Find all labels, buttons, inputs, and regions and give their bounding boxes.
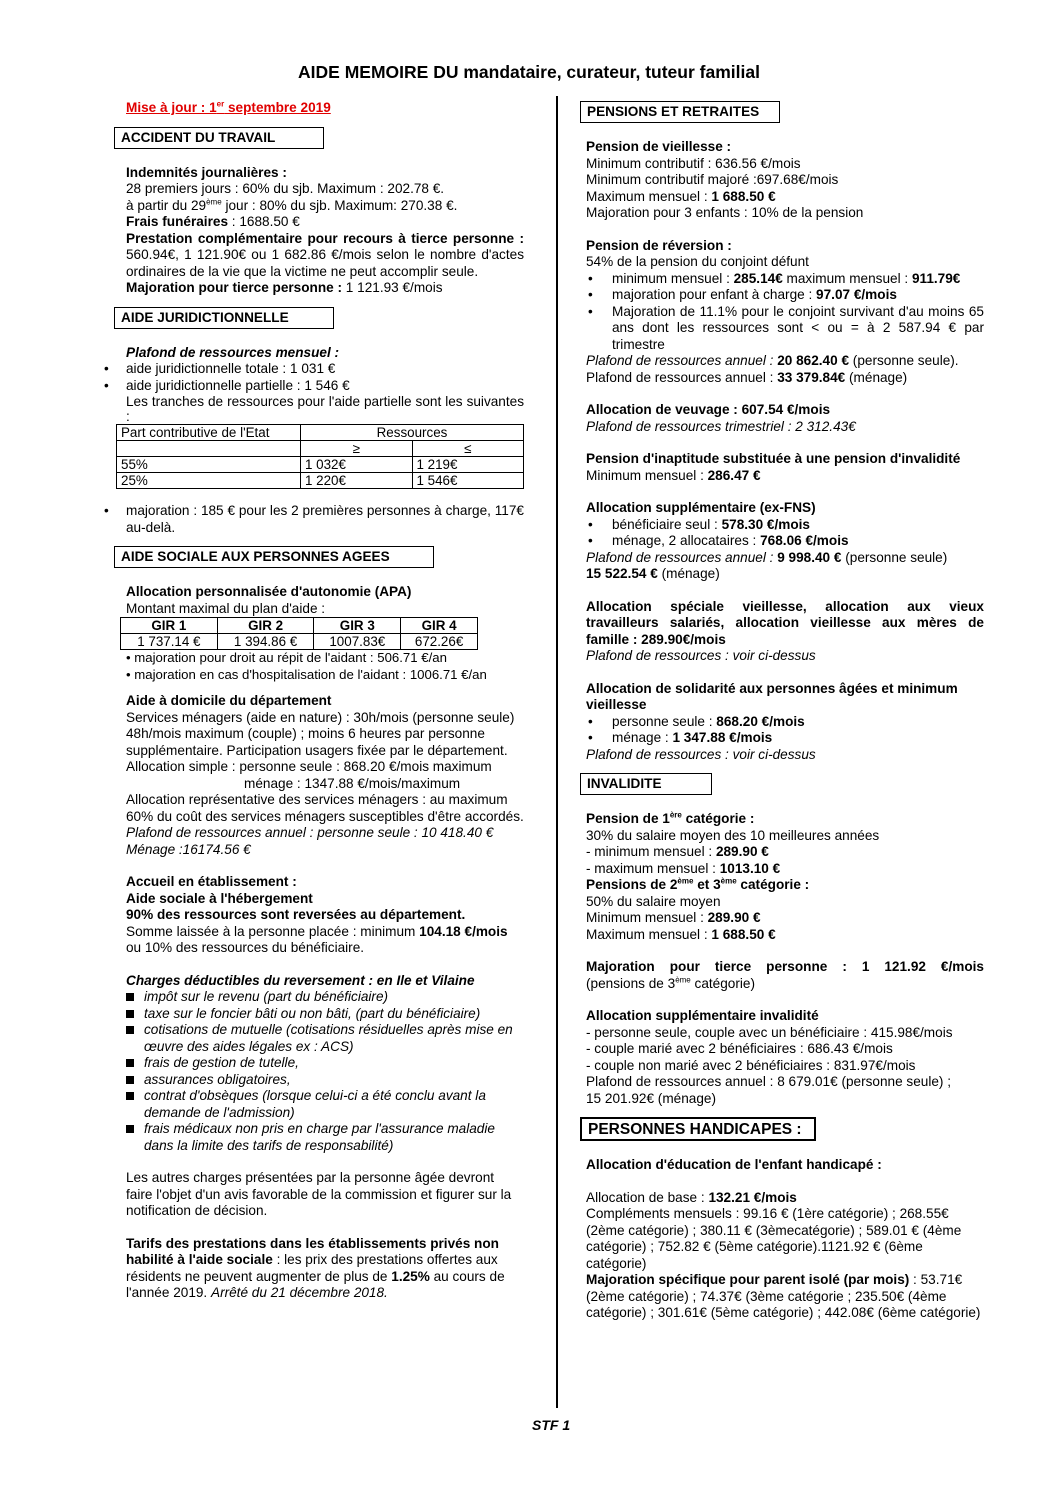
- apa-majoration-repit: • majoration pour droit au répit de l'aidant : 506.71 €/an: [126, 650, 447, 665]
- section-heading-aide-juridictionnelle: AIDE JURIDICTIONNELLE: [114, 307, 334, 329]
- supplementaire-plafond-1: Plafond de ressources annuel : 9 998.40 € (personne seule): [586, 549, 948, 565]
- invalidite-cat1-line-2: - minimum mensuel : 289.90 €: [586, 844, 769, 859]
- accueil-line-2: Somme laissée à la personne placée : minimum 104.18 €/mois: [126, 923, 508, 939]
- domicile-line-2: Allocation simple : personne seule : 868.20 €/mois maximum: [126, 759, 492, 774]
- prestation-complementaire: Prestation complémentaire pour recours à tierce personne : 560.94€, 1 121.90€ ou 1 682.86 €/mois selon le nombre d'actes ordinaires de la vie que la victime ne peut accomplir seule.: [126, 230, 524, 279]
- aeeh-complements: Compléments mensuels : 99.16 € (1ère catégorie) ; 268.55€ (2ème catégorie) ; 380.11 € (3èmecatégorie) ; 589.01 € (4ème catégorie) ; 752.82 € (5ème catégorie).1121.92 € (6ème catégorie): [586, 1206, 962, 1271]
- veuvage-title: Allocation de veuvage : 607.54 €/mois: [586, 402, 831, 417]
- ij-title: Indemnités journalières :: [126, 164, 287, 180]
- list-item: cotisations de mutuelle (cotisations résiduelles après mise en œuvre des aides légales ex : ACS): [124, 1022, 524, 1055]
- tarifs-prestations: Tarifs des prestations dans les établissements privés non habilité à l'aide sociale : les prix des prestations offertes aux résidents ne peuvent augmenter de plus de 1.25% au cours de l'année 2019. Arrêté du 21 décembre 2018.: [126, 1235, 505, 1300]
- section-heading-personnes-handicapes: PERSONNES HANDICAPES :: [580, 1117, 816, 1141]
- charges-title: Charges déductibles du reversement : en Ile et Vilaine: [126, 972, 475, 988]
- gir-header: GIR 4: [401, 618, 478, 634]
- asi-title: Allocation supplémentaire invalidité: [586, 1008, 819, 1023]
- table-row: [117, 457, 524, 473]
- table-cell: 1 546€: [412, 473, 524, 489]
- aj-plafond-title: Plafond de ressources mensuel :: [126, 344, 340, 360]
- accueil-title: Accueil en établissement :: [126, 874, 297, 889]
- invalidite-cat23-line-3: Maximum mensuel : 1 688.50 €: [586, 926, 776, 942]
- supplementaire-title: Allocation supplémentaire (ex-FNS): [586, 500, 816, 515]
- supplementaire-plafond-2: 15 522.54 € (ménage): [586, 566, 720, 581]
- apa-subtitle: Montant maximal du plan d'aide :: [126, 600, 326, 616]
- reversion-bullet-2: • majoration pour enfant à charge : 97.07 €/mois: [586, 287, 984, 304]
- supplementaire-bullet-1: • bénéficiaire seul : 578.30 €/mois: [586, 517, 984, 534]
- aspa-bullet-2: • ménage : 1 347.88 €/mois: [586, 730, 984, 747]
- invalidite-cat1-line-3: - maximum mensuel : 1013.10 €: [586, 860, 781, 876]
- list-item: frais de gestion de tutelle,: [124, 1055, 524, 1072]
- list-item: assurances obligatoires,: [124, 1072, 524, 1089]
- table-cell: 1 220€: [301, 473, 413, 489]
- table-cell: 25%: [117, 473, 301, 489]
- reversion-bullet-1: • minimum mensuel : 285.14€ maximum mensuel : 911.79€: [586, 271, 984, 288]
- domicile-title: Aide à domicile du département: [126, 693, 332, 708]
- gir-value: 672.26€: [401, 634, 478, 650]
- domicile-plafond: Plafond de ressources annuel : personne seule : 10 418.40 €: [126, 825, 494, 840]
- aj-bullet-partielle: • aide juridictionnelle partielle : 1 546 €: [126, 378, 524, 395]
- domicile-line-4: Allocation représentative des services ménagers : au maximum 60% du coût des services ménagers susceptibles d'être accordés.: [126, 792, 524, 824]
- supplementaire-bullet-2: • ménage, 2 allocataires : 768.06 €/mois: [586, 533, 984, 550]
- section-heading-pensions-retraites: PENSIONS ET RETRAITES: [580, 101, 780, 123]
- domicile-menage: Ménage :16174.56 €: [126, 841, 251, 857]
- reversion-title: Pension de réversion :: [586, 237, 732, 253]
- apa-title: Allocation personnalisée d'autonomie (APA): [126, 584, 412, 599]
- asv-title: Allocation spéciale vieillesse, allocation aux vieux travailleurs salariés, allocation vieillesse aux mères de famille : 289.90€/mois: [586, 598, 984, 647]
- aj-table-header-ressources: Ressources: [301, 425, 524, 441]
- inaptitude-line: Minimum mensuel : 286.47 €: [586, 467, 761, 483]
- invalidite-cat23-title: Pensions de 2ème et 3ème catégorie :: [586, 876, 810, 892]
- gir-header: GIR 3: [314, 618, 401, 634]
- left-column: [121, 99, 524, 1302]
- ij-line-1: 28 premiers jours : 60% du sjb. Maximum : 202.78 €.: [126, 181, 445, 196]
- inaptitude-title: Pension d'inaptitude substituée à une pension d'invalidité: [586, 451, 961, 466]
- aj-tranches: Les tranches de ressources pour l'aide partielle sont les suivantes :: [126, 394, 524, 424]
- pv-line-4: Majoration pour 3 enfants : 10% de la pension: [586, 205, 864, 220]
- invalidite-cat23-line-2: Minimum mensuel : 289.90 €: [586, 910, 761, 925]
- section-heading-aide-sociale-personnes-agees: AIDE SOCIALE AUX PERSONNES AGEES: [114, 546, 434, 568]
- invalidite-cat1-line-1: 30% du salaire moyen des 10 meilleures années: [586, 827, 880, 843]
- asv-plafond: Plafond de ressources : voir ci-dessus: [586, 648, 816, 663]
- aj-table: [116, 424, 524, 489]
- asi-line-1: - personne seule, couple avec un bénéficiaire : 415.98€/mois: [586, 1024, 953, 1040]
- aeeh-title: Allocation d'éducation de l'enfant handicapé :: [586, 1157, 882, 1172]
- asi-line-2: - couple marié avec 2 bénéficiaires : 686.43 €/mois: [586, 1041, 893, 1056]
- aspa-plafond: Plafond de ressources : voir ci-dessus: [586, 746, 816, 762]
- aj-table-header-part: Part contributive de l'Etat: [117, 425, 301, 441]
- ij-line-2: à partir du 29ème jour : 80% du sjb. Maximum: 270.38 €.: [126, 196, 458, 213]
- pv-line-1: Minimum contributif : 636.56 €/mois: [586, 155, 801, 171]
- autres-charges: Les autres charges présentées par la personne âgée devront faire l'objet d'un avis favorable de la commission et figurer sur la notification de décision.: [126, 1170, 512, 1218]
- section-heading-accident-travail: ACCIDENT DU TRAVAIL: [114, 127, 324, 149]
- reversion-bullet-3: • Majoration de 11.1% pour le conjoint survivant d'au moins 65 ans dont les ressources sont < ou = à 2 587.94 € par trimestre: [586, 304, 984, 354]
- accueil-line-3: ou 10% des ressources du bénéficiaire.: [126, 940, 365, 955]
- accueil-line-1: 90% des ressources sont reversées au département.: [126, 907, 466, 922]
- frais-funeraires: Frais funéraires : 1688.50 €: [126, 214, 300, 229]
- reversion-plafond-2: Plafond de ressources annuel : 33 379.84€ (ménage): [586, 369, 908, 385]
- section-heading-invalidite: INVALIDITE: [580, 773, 712, 795]
- asi-line-5: 15 201.92€ (ménage): [586, 1090, 716, 1106]
- gir-value: 1 737.14 €: [121, 634, 218, 650]
- gir-header: GIR 2: [217, 618, 314, 634]
- aj-table-cell: [117, 441, 301, 457]
- asi-line-3: - couple non marié avec 2 bénéficiaires : 831.97€/mois: [586, 1057, 916, 1073]
- aj-bullet-totale: • aide juridictionnelle totale : 1 031 €: [126, 361, 524, 378]
- page-footer: STF 1: [532, 1417, 571, 1433]
- aj-table-ge: ≥: [301, 441, 413, 457]
- invalidite-mtp: Majoration pour tierce personne : 1 121.92 €/mois: [586, 959, 984, 974]
- aeeh-majoration: Majoration spécifique pour parent isolé (par mois) : 53.71€ (2ème catégorie) ; 74.37€ (3ème catégorie ; 235.50€ (4ème catégorie) ; 301.61€ (5ème catégorie) ; 442.08€ (6ème catégorie): [586, 1272, 981, 1320]
- domicile-line-3: ménage : 1347.88 €/mois/maximum: [244, 775, 461, 791]
- invalidite-mtp-sub: (pensions de 3ème catégorie): [586, 974, 755, 991]
- aspa-title: Allocation de solidarité aux personnes âgées et minimum vieillesse: [586, 680, 958, 712]
- asi-line-4: Plafond de ressources annuel : 8 679.01€ (personne seule) ;: [586, 1074, 952, 1089]
- gir-value: 1007.83€: [314, 634, 401, 650]
- gir-value: 1 394.86 €: [217, 634, 314, 650]
- list-item: frais médicaux non pris en charge par l'assurance maladie dans la limite des tarifs de responsabilité): [124, 1121, 524, 1154]
- aeeh-base: Allocation de base : 132.21 €/mois: [586, 1189, 797, 1205]
- right-column: [586, 101, 984, 1322]
- invalidite-cat23-line-1: 50% du salaire moyen: [586, 893, 721, 909]
- table-row: [117, 473, 524, 489]
- pv-title: Pension de vieillesse :: [586, 139, 732, 154]
- aj-table-le: ≤: [412, 441, 524, 457]
- table-cell: 1 032€: [301, 457, 413, 473]
- list-item: taxe sur le foncier bâti ou non bâti, (part du bénéficiaire): [124, 1006, 524, 1023]
- gir-table: [120, 617, 478, 650]
- majoration-tierce-personne: Majoration pour tierce personne : 1 121.93 €/mois: [126, 280, 443, 295]
- accueil-subtitle: Aide sociale à l'hébergement: [126, 890, 313, 906]
- aj-bullet-majoration: • majoration : 185 € pour les 2 premières personnes à charge, 117€ au-delà.: [126, 503, 524, 536]
- document-title: AIDE MEMOIRE DU mandataire, curateur, tuteur familial: [298, 62, 760, 82]
- reversion-line-1: 54% de la pension du conjoint défunt: [586, 254, 809, 269]
- veuvage-plafond: Plafond de ressources trimestriel : 2 312.43€: [586, 418, 856, 434]
- gir-header: GIR 1: [121, 618, 218, 634]
- pv-line-2: Minimum contributif majoré :697.68€/mois: [586, 172, 839, 187]
- table-cell: 1 219€: [412, 457, 524, 473]
- update-date: Mise à jour : 1er septembre 2019: [126, 99, 331, 115]
- pv-line-3: Maximum mensuel : 1 688.50 €: [586, 188, 776, 204]
- apa-majoration-hospitalisation: • majoration en cas d'hospitalisation de l'aidant : 1006.71 €/an: [126, 666, 487, 682]
- column-divider: [556, 96, 558, 1408]
- table-cell: 55%: [117, 457, 301, 473]
- domicile-line-1: Services ménagers (aide en nature) : 30h/mois (personne seule) 48h/mois maximum (couple) ; moins 6 heures par personne supplémentaire. Participation usagers fixée par le département.: [126, 709, 515, 758]
- aspa-bullet-1: • personne seule : 868.20 €/mois: [586, 714, 984, 731]
- invalidite-cat1-title: Pension de 1ère catégorie :: [586, 810, 755, 826]
- reversion-plafond-1: Plafond de ressources annuel : 20 862.40 € (personne seule).: [586, 353, 959, 368]
- list-item: impôt sur le revenu (part du bénéficiaire): [124, 989, 524, 1006]
- list-item: contrat d'obsèques (lorsque celui-ci a été conclu avant la demande de l'admission): [124, 1088, 524, 1121]
